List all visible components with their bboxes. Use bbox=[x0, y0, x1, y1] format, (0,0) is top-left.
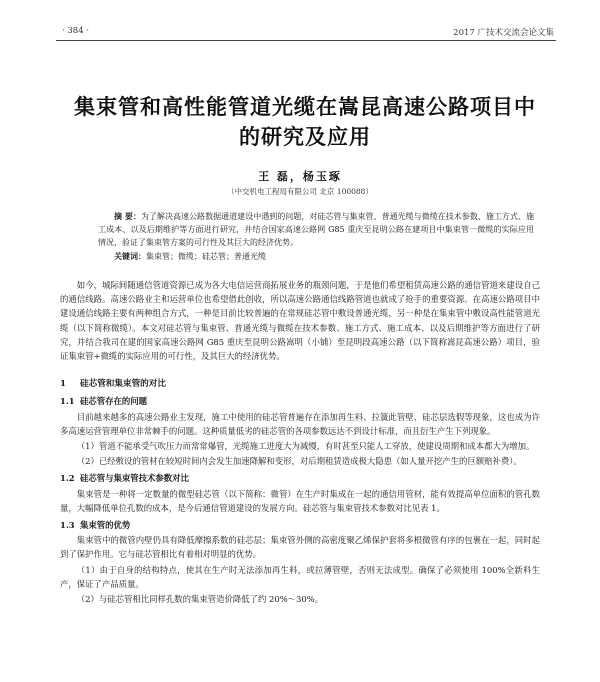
keywords bbox=[98, 251, 534, 262]
subsection-number: 1.2 bbox=[60, 473, 75, 484]
journal-title: 2017 广技术交流会论文集 bbox=[453, 28, 554, 38]
paper-title: 集束管和高性能管道光缆在嵩昆高速公路项目中的研究及应用 bbox=[74, 94, 536, 149]
body-paragraph: （2）已经敷设的管材在较短时间内会发生加速降解和变形，对后期租赁造成极大隐患（如人量开挖产生的巨额赔补费）。 bbox=[76, 456, 522, 467]
abstract-label: 摘 要： bbox=[114, 211, 141, 221]
body-paragraph: （1）由于自身的结构特点，使其在生产时无法添加再生料，或拉薄管壁，否则无法成型。确保了必须使用 100%全新料生产，保证了产品质量。 bbox=[60, 564, 540, 589]
subsection-number: 1.1 bbox=[60, 396, 75, 407]
subsection-heading bbox=[60, 518, 540, 532]
keywords-text: 集束管；微缆；硅芯管；普通光缆 bbox=[146, 252, 266, 261]
body-paragraph: （2）与硅芯管相比同样孔数的集束管造价降低了约 20%～30%。 bbox=[76, 594, 324, 605]
section-heading bbox=[60, 377, 540, 391]
subsection-title: 集束管的优势 bbox=[80, 520, 131, 531]
subsection-heading bbox=[60, 394, 540, 408]
section-number: 1 bbox=[60, 379, 66, 390]
paper-body bbox=[60, 278, 540, 607]
intro-paragraph: 如今，城际间随通信管道资源已成为各大电信运营商拓展业务的瓶颈问题，于是他们希望租赁高速公路的通信管道来建设自己的通信线路。高速公路业主和运营单位也希望借此创收，所以高速公路通信线路管道也就成了抢手的重要资源。在高速公路项目中建设通信线路主要有两种组合方式，一种是目前比较普遍的在常规硅芯管中敷设普通光缆，另一种是在集束管中敷设高性能管道光缆（以下简称微缆）。本文对硅芯管与集束管、普通光缆与微缆在技术参数、施工方式、施工成本、以及后期维护等方面进行了研究，并结合我司在建的国家高速公路网 G85 重庆至昆明公路嵩明（小铺）至昆明段高速公路（以下简称嵩昆高速公路）项目，验证集束管+微缆的实际应用的可行性，及其巨大的经济优势。 bbox=[60, 280, 540, 362]
abstract-text: 为了解决高速公路数据通道建设中遇到的问题，对硅芯管与集束管、普通光缆与微缆在技术参数、施工方式、施工成本、以及后期维护等方面进行研究，并结合国家高速公路网 G85 重庆至昆明公路在建项目中集束管一微缆的实际应用情况，验证了集束管方案的可行性及其巨大的经济优势。 bbox=[98, 212, 534, 247]
subsection-heading bbox=[60, 471, 540, 485]
subsection-title: 硅芯管与集束管技术参数对比 bbox=[80, 473, 189, 484]
body-paragraph: 集束管中的微管内壁仍具有降低摩擦系数的硅芯层；集束管外侧的高密度聚乙烯保护套将多根微管有序的包裹在一起，同时起到了保护作用。它与硅芯管相比有着相对明显的优势。 bbox=[60, 535, 540, 560]
body-paragraph: 集束管是一种将一定数量的微型硅芯管（以下简称：微管）在生产时集成在一起的通信用管材，能有效提高单位面积的管孔数量，大幅降低单位孔数的成本，是今后通信管道建设的发展方向。硅芯管与集束管技术参数对比见表 1。 bbox=[60, 488, 540, 513]
authors: 王 磊，杨玉琢 bbox=[258, 170, 342, 183]
affiliation: （中交机电工程局有限公司 北京 100088） bbox=[227, 187, 373, 196]
abstract bbox=[98, 210, 534, 249]
section-title: 硅芯管和集束管的对比 bbox=[80, 379, 166, 390]
body-paragraph: （1）管道不能承受气吹压力而常常爆管，光缆施工进度大为减慢，有时甚至只能人工穿放，使建设周期和成本都大为增加。 bbox=[76, 441, 535, 452]
subsection-title: 硅芯管存在的问题 bbox=[80, 396, 147, 407]
subsection-number: 1.3 bbox=[60, 520, 75, 531]
keywords-label: 关键词： bbox=[114, 251, 146, 261]
page-number: · 384 · bbox=[62, 26, 90, 36]
body-paragraph: 目前越来越多的高速公路业主发现，施工中使用的硅芯管普遍存在添加再生料、拉簧此管壁、硅芯层选假等现象，这也成为许多高速运营管理单位非常棘手的问题。这种质量低劣的硅芯管的各项参数远达不到设计标准，而且衍生产生下列现象。 bbox=[60, 411, 540, 436]
running-header bbox=[56, 26, 556, 41]
